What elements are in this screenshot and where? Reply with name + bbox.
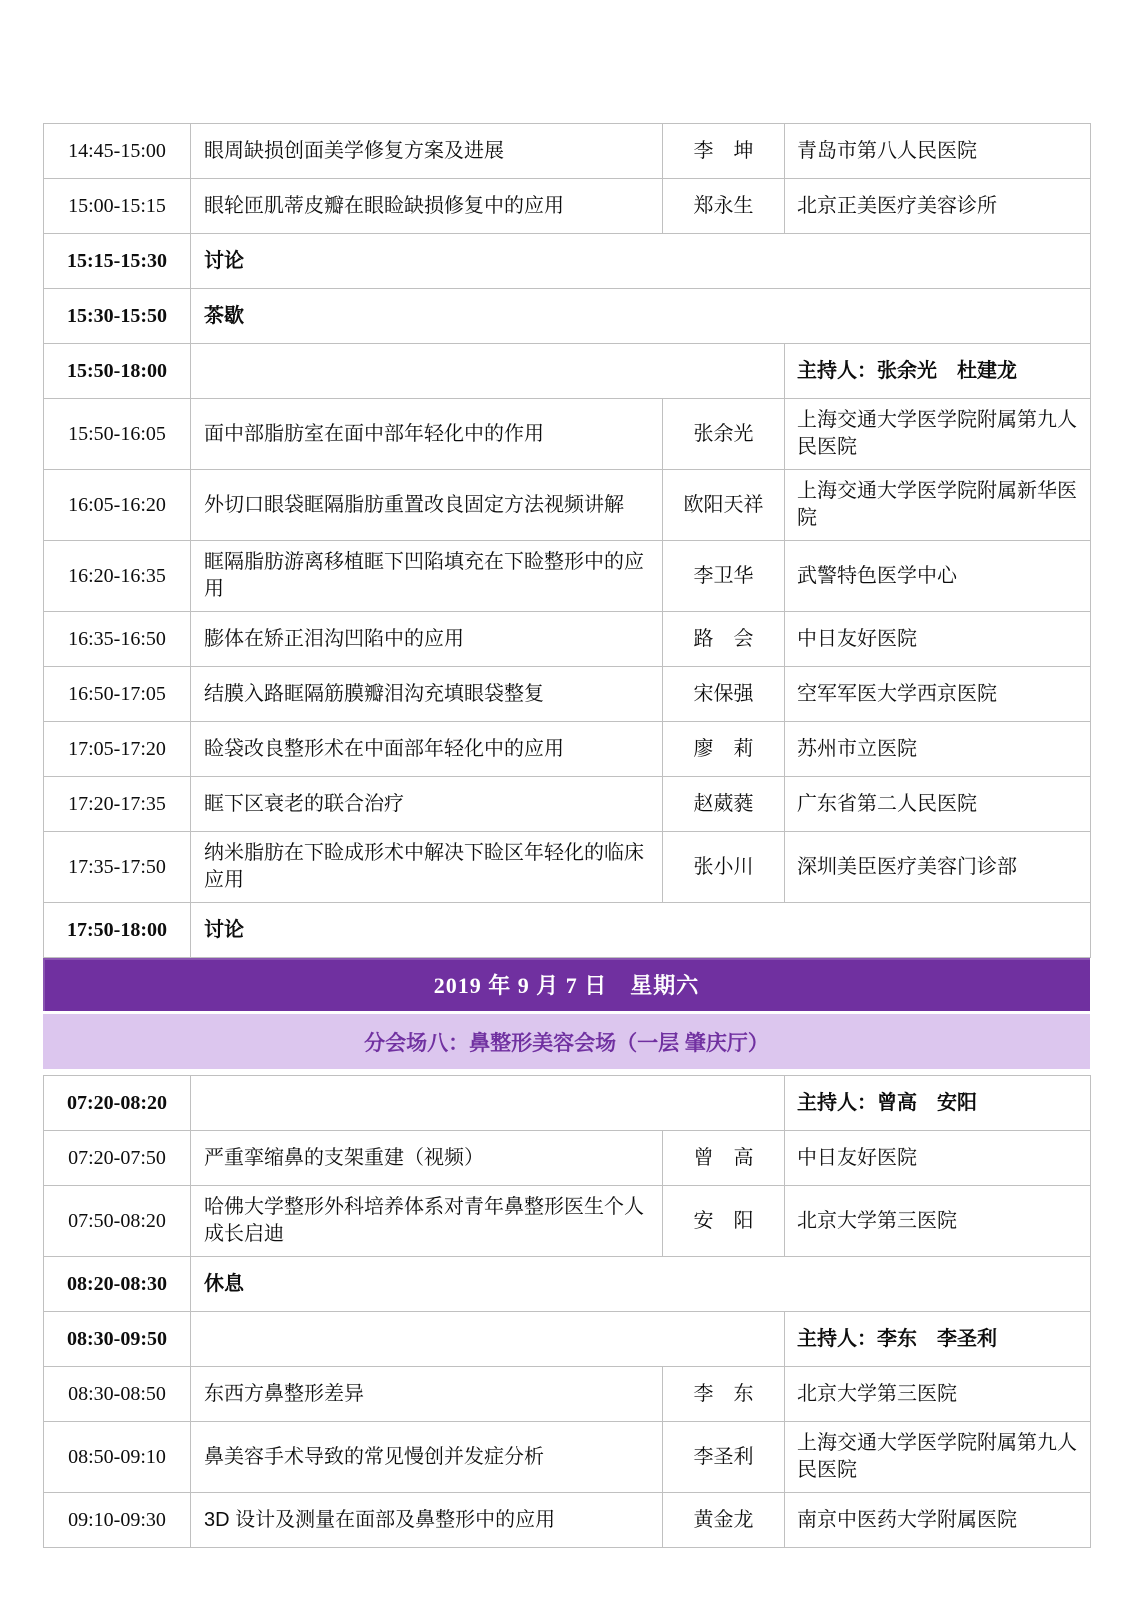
table-row (44, 667, 1091, 722)
topic-cell: 面中部脂肪室在面中部年轻化中的作用 (191, 399, 663, 470)
time-cell: 15:50-18:00 (44, 344, 191, 399)
date-banner (43, 958, 1090, 1011)
organization-cell: 北京正美医疗美容诊所 (785, 179, 1091, 234)
table-row (44, 470, 1091, 541)
organization-cell: 上海交通大学医学院附属新华医院 (785, 470, 1091, 541)
speaker-cell: 张余光 (663, 399, 785, 470)
time-cell: 16:20-16:35 (44, 541, 191, 612)
chair-cell: 主持人：李东 李圣利 (785, 1312, 1091, 1367)
time-cell: 09:10-09:30 (44, 1493, 191, 1548)
organization-cell: 武警特色医学中心 (785, 541, 1091, 612)
speaker-cell: 郑永生 (663, 179, 785, 234)
time-cell: 07:20-07:50 (44, 1131, 191, 1186)
empty-cell (191, 1312, 785, 1367)
organization-cell: 深圳美臣医疗美容门诊部 (785, 832, 1091, 903)
speaker-cell: 安 阳 (663, 1186, 785, 1257)
organization-cell: 空军军医大学西京医院 (785, 667, 1091, 722)
topic-cell: 眼周缺损创面美学修复方案及进展 (191, 124, 663, 179)
speaker-cell: 张小川 (663, 832, 785, 903)
time-cell: 17:05-17:20 (44, 722, 191, 777)
empty-cell (191, 344, 785, 399)
schedule-table-morning (43, 1075, 1091, 1548)
program-content (43, 123, 1090, 1548)
time-cell: 16:05-16:20 (44, 470, 191, 541)
topic-cell: 眶隔脂肪游离移植眶下凹陷填充在下睑整形中的应用 (191, 541, 663, 612)
topic-cell: 结膜入路眶隔筋膜瓣泪沟充填眼袋整复 (191, 667, 663, 722)
time-cell: 08:30-08:50 (44, 1367, 191, 1422)
time-cell: 08:20-08:30 (44, 1257, 191, 1312)
organization-cell: 南京中医药大学附属医院 (785, 1493, 1091, 1548)
time-cell: 16:35-16:50 (44, 612, 191, 667)
chair-cell: 主持人：张余光 杜建龙 (785, 344, 1091, 399)
time-cell: 08:50-09:10 (44, 1422, 191, 1493)
time-cell: 14:45-15:00 (44, 124, 191, 179)
speaker-cell: 李卫华 (663, 541, 785, 612)
table-row (44, 541, 1091, 612)
break-row (44, 903, 1091, 958)
chair-row (44, 1076, 1091, 1131)
time-cell: 07:20-08:20 (44, 1076, 191, 1131)
topic-cell: 东西方鼻整形差异 (191, 1367, 663, 1422)
chair-row (44, 344, 1091, 399)
topic-cell: 外切口眼袋眶隔脂肪重置改良固定方法视频讲解 (191, 470, 663, 541)
schedule-table-afternoon (43, 123, 1091, 958)
organization-cell: 北京大学第三医院 (785, 1186, 1091, 1257)
topic-cell: 眼轮匝肌蒂皮瓣在眼睑缺损修复中的应用 (191, 179, 663, 234)
venue-banner-text: 分会场八：鼻整形美容会场（一层 肇庆厅） (364, 1031, 769, 1055)
table-row (44, 1367, 1091, 1422)
organization-cell: 中日友好医院 (785, 1131, 1091, 1186)
time-cell: 15:15-15:30 (44, 234, 191, 289)
topic-cell: 3D 设计及测量在面部及鼻整形中的应用 (191, 1493, 663, 1548)
time-cell: 17:20-17:35 (44, 777, 191, 832)
time-cell: 17:35-17:50 (44, 832, 191, 903)
organization-cell: 青岛市第八人民医院 (785, 124, 1091, 179)
session-label-cell: 茶歇 (191, 289, 1091, 344)
time-cell: 08:30-09:50 (44, 1312, 191, 1367)
topic-cell: 眶下区衰老的联合治疗 (191, 777, 663, 832)
break-row (44, 289, 1091, 344)
speaker-cell: 李圣利 (663, 1422, 785, 1493)
table-row (44, 1493, 1091, 1548)
topic-cell: 鼻美容手术导致的常见慢创并发症分析 (191, 1422, 663, 1493)
empty-cell (191, 1076, 785, 1131)
table-row (44, 1186, 1091, 1257)
table-row (44, 124, 1091, 179)
organization-cell: 中日友好医院 (785, 612, 1091, 667)
table-row (44, 399, 1091, 470)
session-label-cell: 休息 (191, 1257, 1091, 1312)
speaker-cell: 廖 莉 (663, 722, 785, 777)
table-row (44, 832, 1091, 903)
speaker-cell: 黄金龙 (663, 1493, 785, 1548)
time-cell: 15:00-15:15 (44, 179, 191, 234)
topic-cell: 哈佛大学整形外科培养体系对青年鼻整形医生个人成长启迪 (191, 1186, 663, 1257)
time-cell: 15:50-16:05 (44, 399, 191, 470)
speaker-cell: 欧阳天祥 (663, 470, 785, 541)
speaker-cell: 李 坤 (663, 124, 785, 179)
organization-cell: 上海交通大学医学院附属第九人民医院 (785, 1422, 1091, 1493)
time-cell: 07:50-08:20 (44, 1186, 191, 1257)
topic-cell: 膨体在矫正泪沟凹陷中的应用 (191, 612, 663, 667)
venue-banner (43, 1014, 1090, 1069)
time-cell: 16:50-17:05 (44, 667, 191, 722)
session-label-cell: 讨论 (191, 234, 1091, 289)
date-banner-text: 2019 年 9 月 7 日 星期六 (433, 973, 700, 998)
table-row (44, 722, 1091, 777)
speaker-cell: 宋保强 (663, 667, 785, 722)
speaker-cell: 路 会 (663, 612, 785, 667)
organization-cell: 上海交通大学医学院附属第九人民医院 (785, 399, 1091, 470)
speaker-cell: 李 东 (663, 1367, 785, 1422)
break-row (44, 1257, 1091, 1312)
topic-cell: 纳米脂肪在下睑成形术中解决下睑区年轻化的临床应用 (191, 832, 663, 903)
table-row (44, 612, 1091, 667)
topic-cell: 睑袋改良整形术在中面部年轻化中的应用 (191, 722, 663, 777)
table-row (44, 179, 1091, 234)
time-cell: 17:50-18:00 (44, 903, 191, 958)
organization-cell: 北京大学第三医院 (785, 1367, 1091, 1422)
time-cell: 15:30-15:50 (44, 289, 191, 344)
speaker-cell: 曾 高 (663, 1131, 785, 1186)
speaker-cell: 赵葳蕤 (663, 777, 785, 832)
session-label-cell: 讨论 (191, 903, 1091, 958)
table-row (44, 1422, 1091, 1493)
chair-cell: 主持人：曾高 安阳 (785, 1076, 1091, 1131)
table-row (44, 777, 1091, 832)
organization-cell: 广东省第二人民医院 (785, 777, 1091, 832)
break-row (44, 234, 1091, 289)
topic-cell: 严重挛缩鼻的支架重建（视频） (191, 1131, 663, 1186)
chair-row (44, 1312, 1091, 1367)
table-row (44, 1131, 1091, 1186)
organization-cell: 苏州市立医院 (785, 722, 1091, 777)
